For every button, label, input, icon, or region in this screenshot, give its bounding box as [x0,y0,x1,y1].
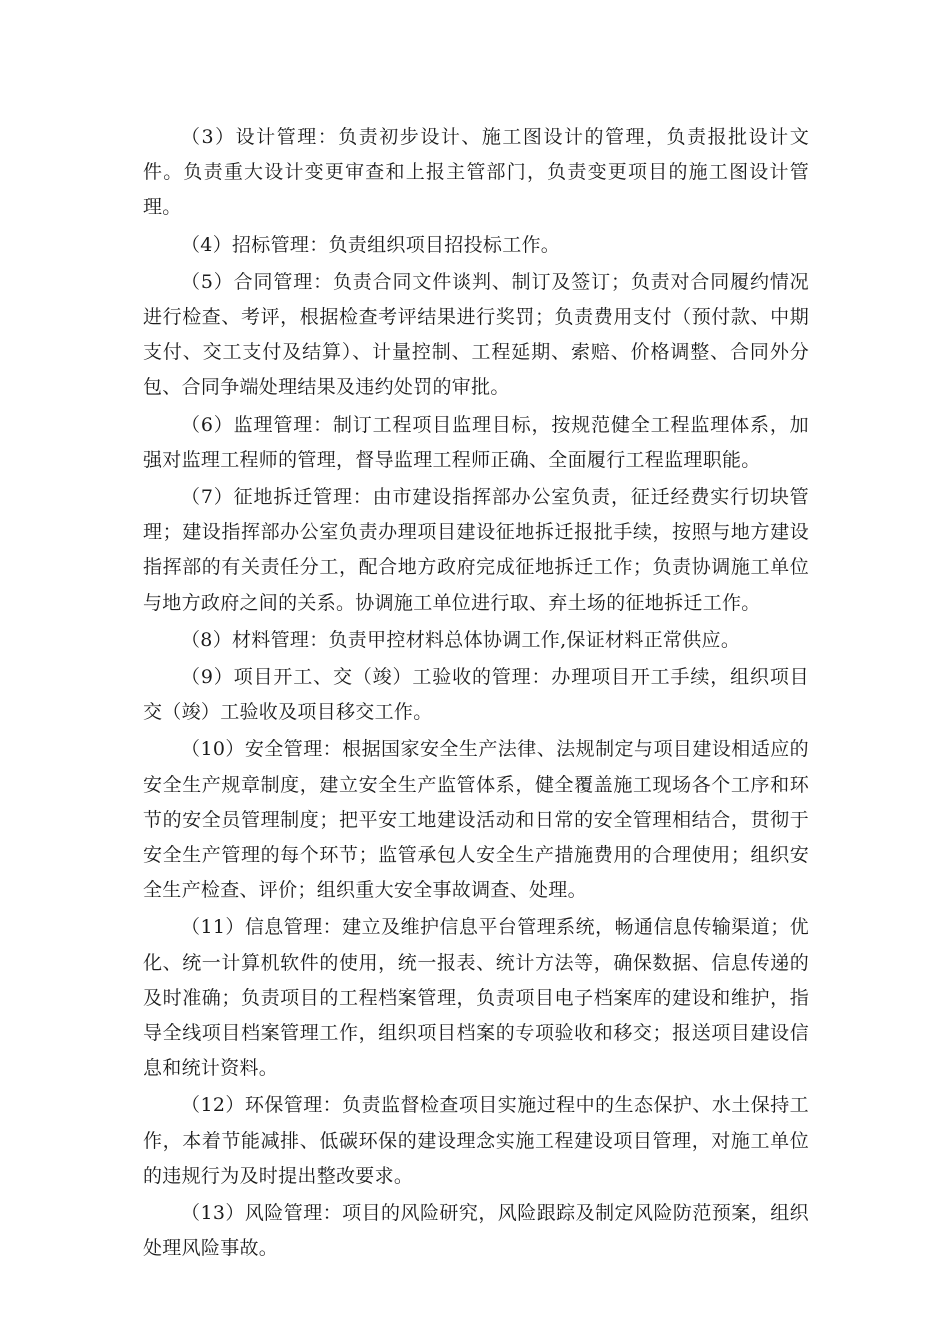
paragraph-supervision-management: （6）监理管理：制订工程项目监理目标，按规范健全工程监理体系，加强对监理工程师的管理，督导监理工程师正确、全面履行工程监理职能。 [143,413,809,471]
paragraph-safety-management: （10）安全管理：根据国家安全生产法律、法规制定与项目建设相适应的安全生产规章制度，建立安全生产监管体系，健全覆盖施工现场各个工序和环节的安全员管理制度；把平安工地建设活动和日常的安全管理相结合，贯彻于安全生产管理的每个环节；监管承包人安全生产措施费用的合理使用；组织安全生产检查、评价；组织重大安全事故调查、处理。 [143,738,809,902]
paragraph-risk-management: （13）风险管理：项目的风险研究，风险跟踪及制定风险防范预案，组织处理风险事故。 [143,1202,809,1260]
paragraph-land-acquisition-management: （7）征地拆迁管理：由市建设指挥部办公室负责，征迁经费实行切块管理；建设指挥部办公室负责办理项目建设征地拆迁报批手续，按照与地方建设指挥部的有关责任分工，配合地方政府完成征地拆迁工作；负责协调施工单位与地方政府之间的关系。协调施工单位进行取、弃土场的征地拆迁工作。 [143,486,809,614]
paragraph-material-management: （8）材料管理：负责甲控材料总体协调工作,保证材料正常供应。 [181,628,741,651]
paragraph-information-management: （11）信息管理：建立及维护信息平台管理系统，畅通信息传输渠道；优化、统一计算机软件的使用，统一报表、统计方法等，确保数据、信息传递的及时准确；负责项目的工程档案管理，负责项目电子档案库的建设和维护，指导全线项目档案管理工作，组织项目档案的专项验收和移交；报送项目建设信息和统计资料。 [143,916,809,1080]
paragraph-acceptance-management: （9）项目开工、交（竣）工验收的管理：办理项目开工手续，组织项目交（竣）工验收及项目移交工作。 [143,666,809,724]
paragraph-environmental-management: （12）环保管理：负责监督检查项目实施过程中的生态保护、水土保持工作，本着节能减排、低碳环保的建设理念实施工程建设项目管理，对施工单位的违规行为及时提出整改要求。 [143,1094,809,1187]
paragraph-design-management: （3）设计管理：负责初步设计、施工图设计的管理，负责报批设计文件。负责重大设计变更审查和上报主管部门，负责变更项目的施工图设计管理。 [143,126,809,219]
paragraph-bidding-management: （4）招标管理：负责组织项目招投标工作。 [181,233,561,256]
document-body [143,120,809,1269]
paragraph-contract-management: （5）合同管理：负责合同文件谈判、制订及签订；负责对合同履约情况进行检查、考评，根据检查考评结果进行奖罚；负责费用支付（预付款、中期支付、交工支付及结算）、计量控制、工程延期、索赔、价格调整、合同外分包、合同争端处理结果及违约处罚的审批。 [143,270,809,399]
